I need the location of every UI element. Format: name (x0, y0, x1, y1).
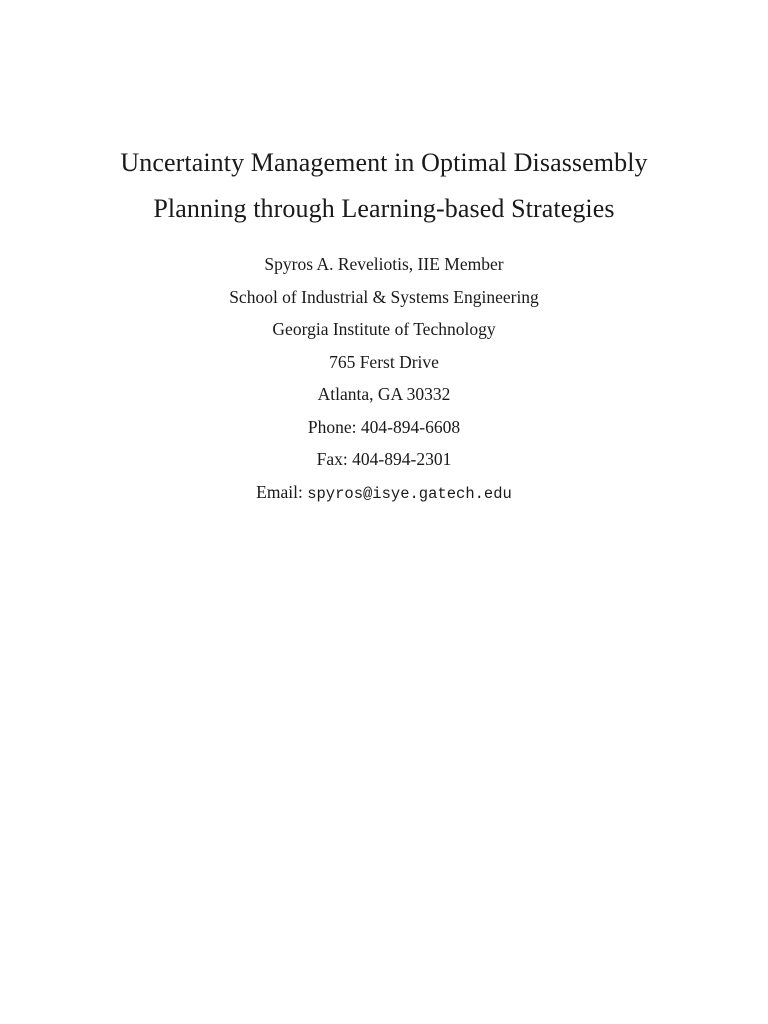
email-link[interactable]: spyros@isye.gatech.edu (307, 484, 512, 503)
author-street: 765 Ferst Drive (329, 351, 439, 372)
author-city: Atlanta, GA 30332 (317, 384, 451, 404)
paper-title (0, 140, 768, 232)
author-school: School of Industrial & Systems Engineering (229, 286, 539, 307)
title-line-2: Planning through Learning-based Strategies (153, 194, 615, 223)
author-fax: Fax: 404-894-2301 (316, 449, 452, 469)
title-line-1: Uncertainty Management in Optimal Disassembly (120, 148, 648, 177)
author-name: Spyros A. Reveliotis, IIE Member (264, 254, 504, 274)
author-institute: Georgia Institute of Technology (272, 319, 496, 339)
email-label: Email: (256, 481, 303, 502)
author-email-line (0, 476, 768, 511)
author-info (0, 248, 768, 510)
author-phone: Phone: 404-894-6608 (307, 416, 461, 437)
